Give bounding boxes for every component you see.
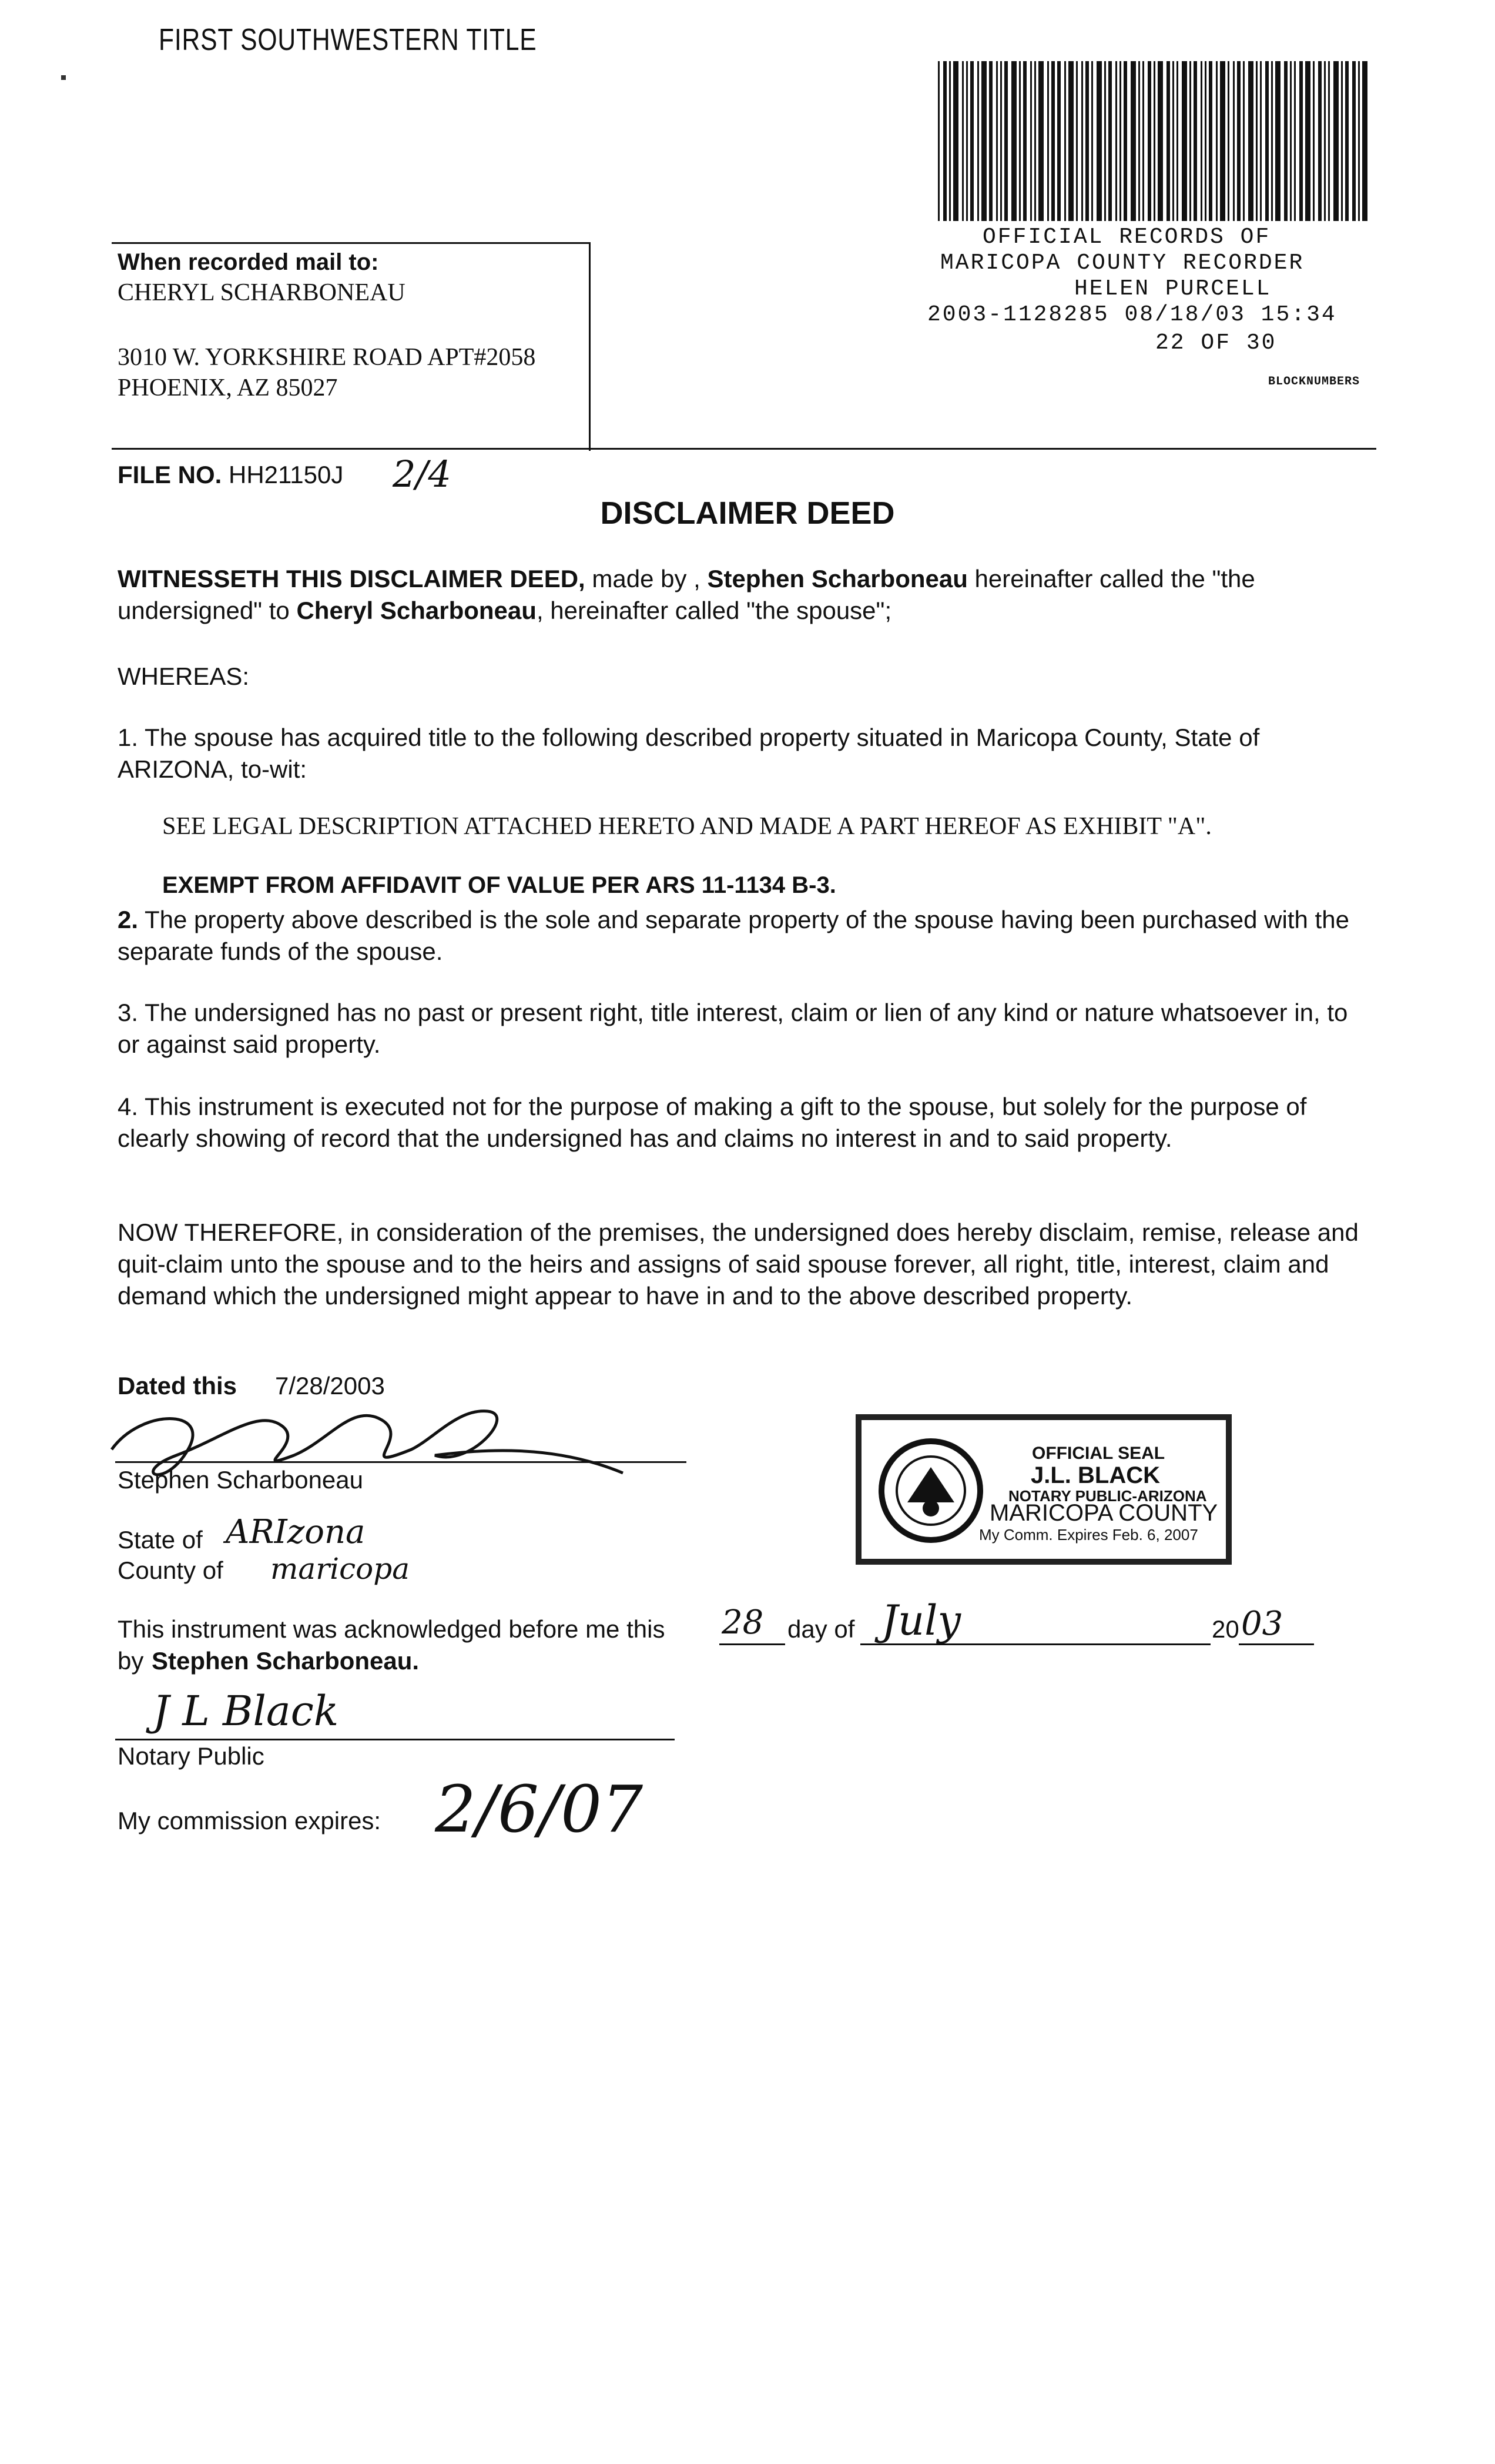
clause-2-text: The property above described is the sole and separate property of the spouse having been purchased with the separate funds of the spouse.: [118, 906, 1349, 965]
barcode: [938, 61, 1370, 221]
acknowledgment-day: 28: [722, 1603, 764, 1642]
barcode-bar: [938, 61, 940, 221]
barcode-bar: [1324, 61, 1326, 221]
witness-text-b: hereinafter called the "the undersigned" to: [118, 565, 1255, 624]
barcode-bar: [1124, 61, 1127, 221]
acknowledged-by-name: Stephen Scharboneau.: [152, 1647, 420, 1675]
barcode-bar: [1166, 61, 1170, 221]
barcode-bar: [1064, 61, 1066, 221]
clause-2-number: 2.: [118, 906, 139, 933]
barcode-bar: [1047, 61, 1049, 221]
barcode-bar: [1345, 61, 1349, 221]
barcode-bar: [1333, 61, 1339, 221]
document-title: DISCLAIMER DEED: [600, 496, 895, 531]
barcode-bar: [996, 61, 998, 221]
county-label: County of: [118, 1556, 223, 1584]
notary-seal: [856, 1414, 1232, 1565]
header-rule: [112, 448, 1376, 450]
mail-to-label: When recorded mail to:: [118, 249, 379, 275]
barcode-bar: [1205, 61, 1206, 221]
state-seal-emblem-icon: [878, 1438, 984, 1544]
barcode-bar: [966, 61, 968, 221]
barcode-bar: [1119, 61, 1121, 221]
barcode-bar: [1104, 61, 1106, 221]
barcode-bar: [1228, 61, 1229, 221]
barcode-bar: [1271, 61, 1273, 221]
witness-paragraph: [118, 563, 1375, 627]
barcode-bar: [1142, 61, 1144, 221]
barcode-bar: [1034, 61, 1036, 221]
clause-4: 4. This instrument is executed not for the purpose of making a gift to the spouse, but solely for the purpose of clearly showing of record that the undersigned has and claims no interest in and to said property.: [118, 1093, 1307, 1152]
year-line: [1239, 1643, 1314, 1645]
file-number-label: FILE NO.: [118, 461, 222, 488]
legal-description-note: SEE LEGAL DESCRIPTION ATTACHED HERETO AND MADE A PART HEREOF AS EXHIBIT "A".: [162, 813, 1212, 840]
barcode-bar: [1011, 61, 1017, 221]
witness-text-a: made by ,: [585, 565, 708, 592]
clause-3: 3. The undersigned has no past or present right, title interest, claim or lien of any kind or nature whatsoever in, to or against said property.: [118, 999, 1348, 1058]
signer-name: Stephen Scharboneau: [118, 1466, 364, 1494]
dated-label: Dated this: [118, 1372, 237, 1400]
barcode-bar: [1051, 61, 1055, 221]
seal-notary-name: J.L. BLACK: [1031, 1462, 1160, 1488]
notary-public-label: Notary Public: [118, 1742, 264, 1770]
barcode-bar: [1154, 61, 1155, 221]
barcode-bar: [1038, 61, 1044, 221]
barcode-bar: [1076, 61, 1078, 221]
barcode-bar: [1256, 61, 1258, 221]
barcode-bar: [1201, 61, 1202, 221]
barcode-bar: [1352, 61, 1356, 221]
barcode-bar: [1299, 61, 1303, 221]
recorder-line-2: MARICOPA COUNTY RECORDER: [940, 250, 1305, 276]
clause-1: 1. The spouse has acquired title to the following described property situated in Maricopa County, State of ARIZONA, to-wit:: [118, 724, 1260, 783]
barcode-bar: [1294, 61, 1296, 221]
barcode-bar: [1260, 61, 1262, 221]
year-prefix: 20: [1212, 1615, 1239, 1643]
recording-number: 2003-1128285 08/18/03 15:34: [927, 302, 1337, 327]
barcode-bar: [1220, 61, 1225, 221]
month-line: [860, 1643, 1211, 1645]
barcode-bar: [1189, 61, 1191, 221]
barcode-bar: [1313, 61, 1315, 221]
barcode-bar: [1275, 61, 1281, 221]
barcode-bar: [1305, 61, 1310, 221]
barcode-bar: [1138, 61, 1140, 221]
acknowledgment-month: July: [881, 1596, 961, 1645]
barcode-bar: [1131, 61, 1136, 221]
barcode-bar: [1081, 61, 1083, 221]
barcode-bar: [1182, 61, 1187, 221]
barcode-bar: [1233, 61, 1235, 221]
seal-heading: OFFICIAL SEAL: [1032, 1444, 1165, 1463]
barcode-bar: [1318, 61, 1322, 221]
barcode-bar: [977, 61, 979, 221]
barcode-bar: [1194, 61, 1197, 221]
barcode-bar: [943, 61, 947, 221]
barcode-bar: [1237, 61, 1241, 221]
barcode-bar: [1209, 61, 1212, 221]
mail-to-address-line2: PHOENIX, AZ 85027: [118, 374, 338, 401]
title-company-stamp: FIRST SOUTHWESTERN TITLE: [159, 23, 537, 57]
barcode-bar: [1030, 61, 1032, 221]
barcode-bar: [1068, 61, 1074, 221]
barcode-bar: [1328, 61, 1330, 221]
barcode-bar: [1290, 61, 1292, 221]
seal-notary-title: NOTARY PUBLIC-ARIZONA: [1008, 1487, 1207, 1505]
state-value: ARIzona: [226, 1513, 366, 1551]
barcode-bar: [1362, 61, 1367, 221]
barcode-bar: [1284, 61, 1288, 221]
grantor-name: Stephen Scharboneau: [707, 565, 968, 592]
barcode-bar: [1085, 61, 1089, 221]
day-line: [719, 1643, 785, 1645]
barcode-bar: [953, 61, 958, 221]
barcode-bar: [1243, 61, 1245, 221]
barcode-bar: [1358, 61, 1360, 221]
grantor-signature-scribble: [106, 1385, 635, 1479]
witness-text-c: , hereinafter called "the spouse";: [536, 597, 892, 624]
mail-to-address-line1: 3010 W. YORKSHIRE ROAD APT#2058: [118, 344, 536, 371]
barcode-bar: [989, 61, 993, 221]
exemption-note: EXEMPT FROM AFFIDAVIT OF VALUE PER ARS 11-1134 B-3.: [162, 872, 836, 898]
whereas-heading: WHEREAS:: [118, 662, 250, 690]
barcode-bar: [1023, 61, 1027, 221]
county-value: maricopa: [270, 1552, 410, 1586]
barcode-bar: [1148, 61, 1151, 221]
seal-county: MARICOPA COUNTY: [990, 1500, 1218, 1526]
year-suffix: 03: [1241, 1605, 1283, 1643]
barcode-bar: [1172, 61, 1174, 221]
barcode-bar: [1091, 61, 1093, 221]
witness-lead: WITNESSETH THIS DISCLAIMER DEED,: [118, 565, 585, 592]
barcode-bar: [1108, 61, 1112, 221]
barcode-bar: [962, 61, 964, 221]
grantee-name: Cheryl Scharboneau: [296, 597, 537, 624]
scan-speck: [61, 75, 66, 80]
barcode-bar: [1248, 61, 1253, 221]
file-number: [118, 461, 343, 489]
now-therefore-clause: NOW THEREFORE, in consideration of the premises, the undersigned does hereby disclaim, remise, release and quit-claim unto the spouse and to the heirs and assigns of said spouse forever, all right, title, interest, claim and demand which the undersigned might appear to have in and to the above described property.: [118, 1218, 1359, 1310]
file-handwritten-note: 2/4: [393, 453, 451, 496]
page-count: 22 OF 30: [1155, 330, 1277, 356]
barcode-bar: [981, 61, 987, 221]
commission-expires-label: My commission expires:: [118, 1807, 381, 1834]
barcode-bar: [1341, 61, 1343, 221]
seal-expiry: My Comm. Expires Feb. 6, 2007: [979, 1526, 1198, 1544]
dated-value: 7/28/2003: [275, 1372, 385, 1400]
by-label: by: [118, 1647, 144, 1675]
file-number-value: HH21150J: [229, 461, 344, 488]
acknowledgment-text: This instrument was acknowledged before me this: [118, 1615, 665, 1643]
recorder-line-3: HELEN PURCELL: [1074, 276, 1272, 302]
notary-signature-line: [115, 1739, 675, 1740]
day-of-label: day of: [787, 1615, 855, 1643]
barcode-bar: [1115, 61, 1117, 221]
commission-expires-value: 2/6/07: [435, 1772, 643, 1847]
barcode-bar: [1265, 61, 1269, 221]
barcode-bar: [1216, 61, 1218, 221]
barcode-bar: [1004, 61, 1008, 221]
clause-2: [118, 904, 1375, 967]
barcode-bar: [1057, 61, 1061, 221]
mail-to-name: CHERYL SCHARBONEAU: [118, 279, 405, 306]
state-label: State of: [118, 1526, 203, 1554]
barcode-bar: [1019, 61, 1021, 221]
barcode-bar: [1158, 61, 1163, 221]
block-numbers-label: BLOCKNUMBERS: [1268, 375, 1360, 389]
notary-signature: J L Black: [153, 1687, 339, 1735]
grantor-signature-line: [115, 1461, 686, 1463]
barcode-bar: [970, 61, 974, 221]
recorder-line-1: OFFICIAL RECORDS OF: [983, 225, 1271, 250]
barcode-bar: [1176, 61, 1178, 221]
barcode-bar: [1097, 61, 1102, 221]
barcode-bar: [1000, 61, 1002, 221]
barcode-bar: [949, 61, 951, 221]
